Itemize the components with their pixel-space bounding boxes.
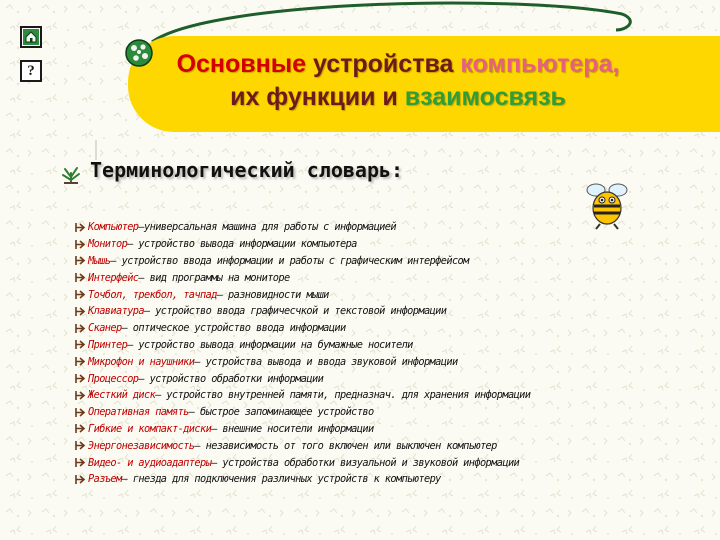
- glossary-term: Видео- и аудиоадаптеры: [88, 456, 212, 469]
- glossary-definition: – устройство ввода информации и работы с графическим интерфейсом: [110, 254, 469, 267]
- arrow-marker-icon: [74, 338, 87, 351]
- arrow-marker-icon: [74, 288, 87, 301]
- glossary-item: [74, 404, 720, 421]
- help-button[interactable]: [20, 60, 42, 82]
- glossary-term: Клавиатура: [88, 305, 144, 318]
- question-mark-icon: ?: [27, 62, 35, 79]
- glossary-list: [74, 219, 720, 488]
- glossary-item: [74, 286, 720, 303]
- glossary-item: [74, 320, 720, 337]
- arrow-marker-icon: [74, 271, 87, 284]
- arrow-marker-icon: [74, 439, 87, 452]
- glossary-term: Мышь: [88, 254, 111, 267]
- arrow-marker-icon: [74, 355, 87, 368]
- glossary-definition: – гнезда для подключения различных устройств к компьютеру: [121, 473, 441, 486]
- glossary-definition: – оптическое устройство ввода информации: [121, 322, 346, 335]
- grass-sprout-icon: [60, 163, 82, 185]
- glossary-definition: – внешние носители информации: [211, 422, 374, 435]
- glossary-definition: – устройство внутренней памяти, предназнач. для хранения информации: [155, 389, 531, 402]
- glossary-term: Интерфейс: [88, 271, 139, 284]
- glossary-term: Гибкие и компакт-диски: [88, 422, 212, 435]
- glossary-definition: – независимость от того включен или выключен компьютер: [194, 439, 497, 452]
- glossary-term: Энергонезависимость: [88, 439, 195, 452]
- glossary-item: [74, 454, 720, 471]
- arrow-marker-icon: [74, 221, 87, 234]
- arrow-marker-icon: [74, 238, 87, 251]
- glossary-term: Компьютер: [88, 221, 139, 234]
- title-line-2: [138, 81, 658, 114]
- title-word: взаимосвязь: [404, 83, 566, 111]
- glossary-term: Разъем: [88, 473, 122, 486]
- glossary-term: Точбол, трекбол, тачпад: [88, 288, 217, 301]
- glossary-definition: – устройство вывода информации на бумажные носители: [127, 338, 413, 351]
- arrow-marker-icon: [74, 254, 87, 267]
- arrow-marker-icon: [74, 456, 87, 469]
- title-word: Основные: [176, 50, 313, 78]
- glossary-item: [74, 471, 720, 488]
- arrow-marker-icon: [74, 422, 87, 435]
- glossary-term: Микрофон и наушники: [88, 355, 195, 368]
- glossary-definition: – быстрое запоминающее устройство: [188, 406, 374, 419]
- title-word: их функции: [230, 83, 376, 111]
- glossary-term: Принтер: [88, 338, 128, 351]
- glossary-definition: – устройства обработки визуальной и звуковой информации: [211, 456, 520, 469]
- glossary-item: [74, 219, 720, 236]
- glossary-definition: – устройства вывода и ввода звуковой информации: [194, 355, 458, 368]
- glossary-definition: – устройство обработки информации: [138, 372, 324, 385]
- glossary-term: Жесткий диск: [88, 389, 156, 402]
- glossary-item: [74, 370, 720, 387]
- page-title: [138, 48, 658, 114]
- title-word: и: [375, 83, 405, 111]
- glossary-definition: – устройство ввода графичесчкой и текстовой информации: [144, 305, 447, 318]
- glossary-term: Процессор: [88, 372, 139, 385]
- glossary-term: Оперативная память: [88, 406, 189, 419]
- arrow-marker-icon: [74, 406, 87, 419]
- arrow-marker-icon: [74, 305, 87, 318]
- title-line-1: [138, 48, 658, 81]
- glossary-item: [74, 303, 720, 320]
- glossary-item: [74, 236, 720, 253]
- glossary-item: [74, 387, 720, 404]
- glossary-item: [74, 421, 720, 438]
- glossary-item: [74, 337, 720, 354]
- glossary-term: Монитор: [88, 238, 128, 251]
- arrow-marker-icon: [74, 389, 87, 402]
- glossary-definition: – разновидности мыши: [216, 288, 329, 301]
- glossary-item: [74, 269, 720, 286]
- house-icon: [23, 29, 39, 45]
- glossary-definition: – устройство вывода информации компьютера: [127, 238, 357, 251]
- glossary-item: [74, 253, 720, 270]
- glossary-definition: –универсальная машина для работы с информацией: [138, 221, 396, 234]
- arrow-marker-icon: [74, 372, 87, 385]
- title-word: компьютера,: [453, 50, 620, 78]
- glossary-item: [74, 437, 720, 454]
- glossary-term: Сканер: [88, 322, 122, 335]
- arrow-marker-icon: [74, 322, 87, 335]
- title-word: устройства: [312, 50, 454, 78]
- arrow-marker-icon: [74, 473, 87, 486]
- home-button[interactable]: [20, 26, 42, 48]
- section-heading: Терминологический словарь:: [90, 158, 404, 182]
- glossary-definition: – вид программы на мониторе: [138, 271, 290, 284]
- glossary-item: [74, 353, 720, 370]
